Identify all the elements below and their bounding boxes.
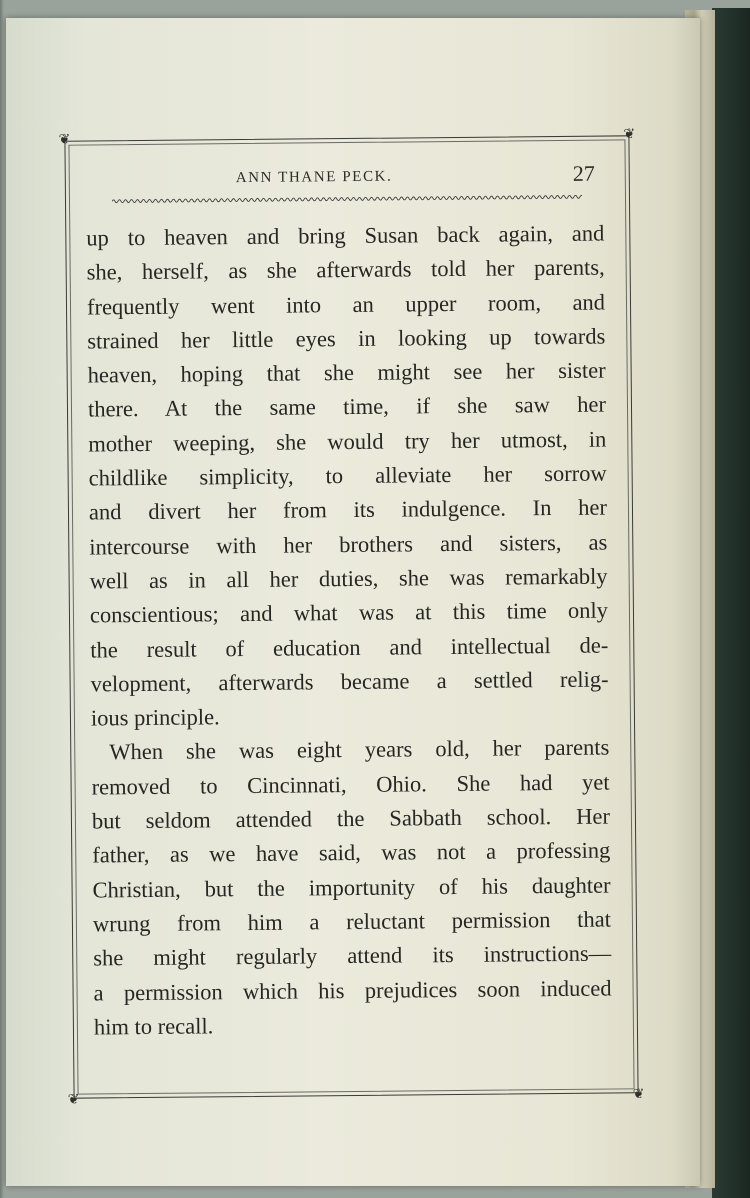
running-head-title: ANN THANE PECK. [235,168,393,187]
text-line: but seldom attended the Sabbath school. Her [91,803,611,834]
text-line: conscientious; and what was at this time only [89,597,609,628]
text-line: she might regularly attend its instructions— [93,940,612,971]
text-line: wrung from him a reluctant permission that [92,906,612,937]
text-line: him to recall. [93,1013,214,1040]
text-line: up to heaven and bring Susan back again, and [86,220,605,251]
book-cover-edge [712,8,750,1198]
page-border-frame [58,126,645,1108]
text-line: strained her little eyes in looking up towards [87,323,606,354]
body-text [86,217,612,1045]
text-line: she, herself, as she afterwards told her parents, [86,254,605,285]
text-line: When she was eight years old, her parents [109,734,610,765]
text-line: childlike simplicity, to alleviate her sorrow [88,460,607,491]
corner-ornament-icon: ❦ [67,1091,80,1108]
text-line: frequently went into an upper room, and [86,289,606,320]
text-line: Christian, but the importunity of his daughter [92,872,611,903]
text-line: the result of education and intellectual de- [90,632,609,663]
text-line: there. At the same time, if she saw her [87,392,607,423]
page-number: 27 [572,160,595,186]
text-line: well as in all her duties, she was remarkably [89,563,608,594]
running-head [66,160,629,195]
corner-ornament-icon: ❦ [58,131,71,148]
book-page [6,18,700,1186]
text-line: removed to Cincinnati, Ohio. She had yet [91,769,610,800]
text-line: ious principle. [90,704,220,731]
text-line: intercourse with her brothers and sisters, as [89,529,608,560]
corner-ornament-icon: ❦ [632,1086,645,1103]
text-line: heaven, hoping that she might see her sister [87,357,606,388]
text-line: mother weeping, she would try her utmost, in [88,426,607,457]
text-line: and divert her from its indulgence. In her [88,494,608,525]
corner-ornament-icon: ❦ [623,126,636,143]
text-line: father, as we have said, was not a professing [92,837,611,868]
wavy-rule-ornament [112,193,582,206]
text-line: velopment, afterwards became a settled relig- [90,666,609,697]
text-line: a permission which his prejudices soon induced [93,975,612,1006]
